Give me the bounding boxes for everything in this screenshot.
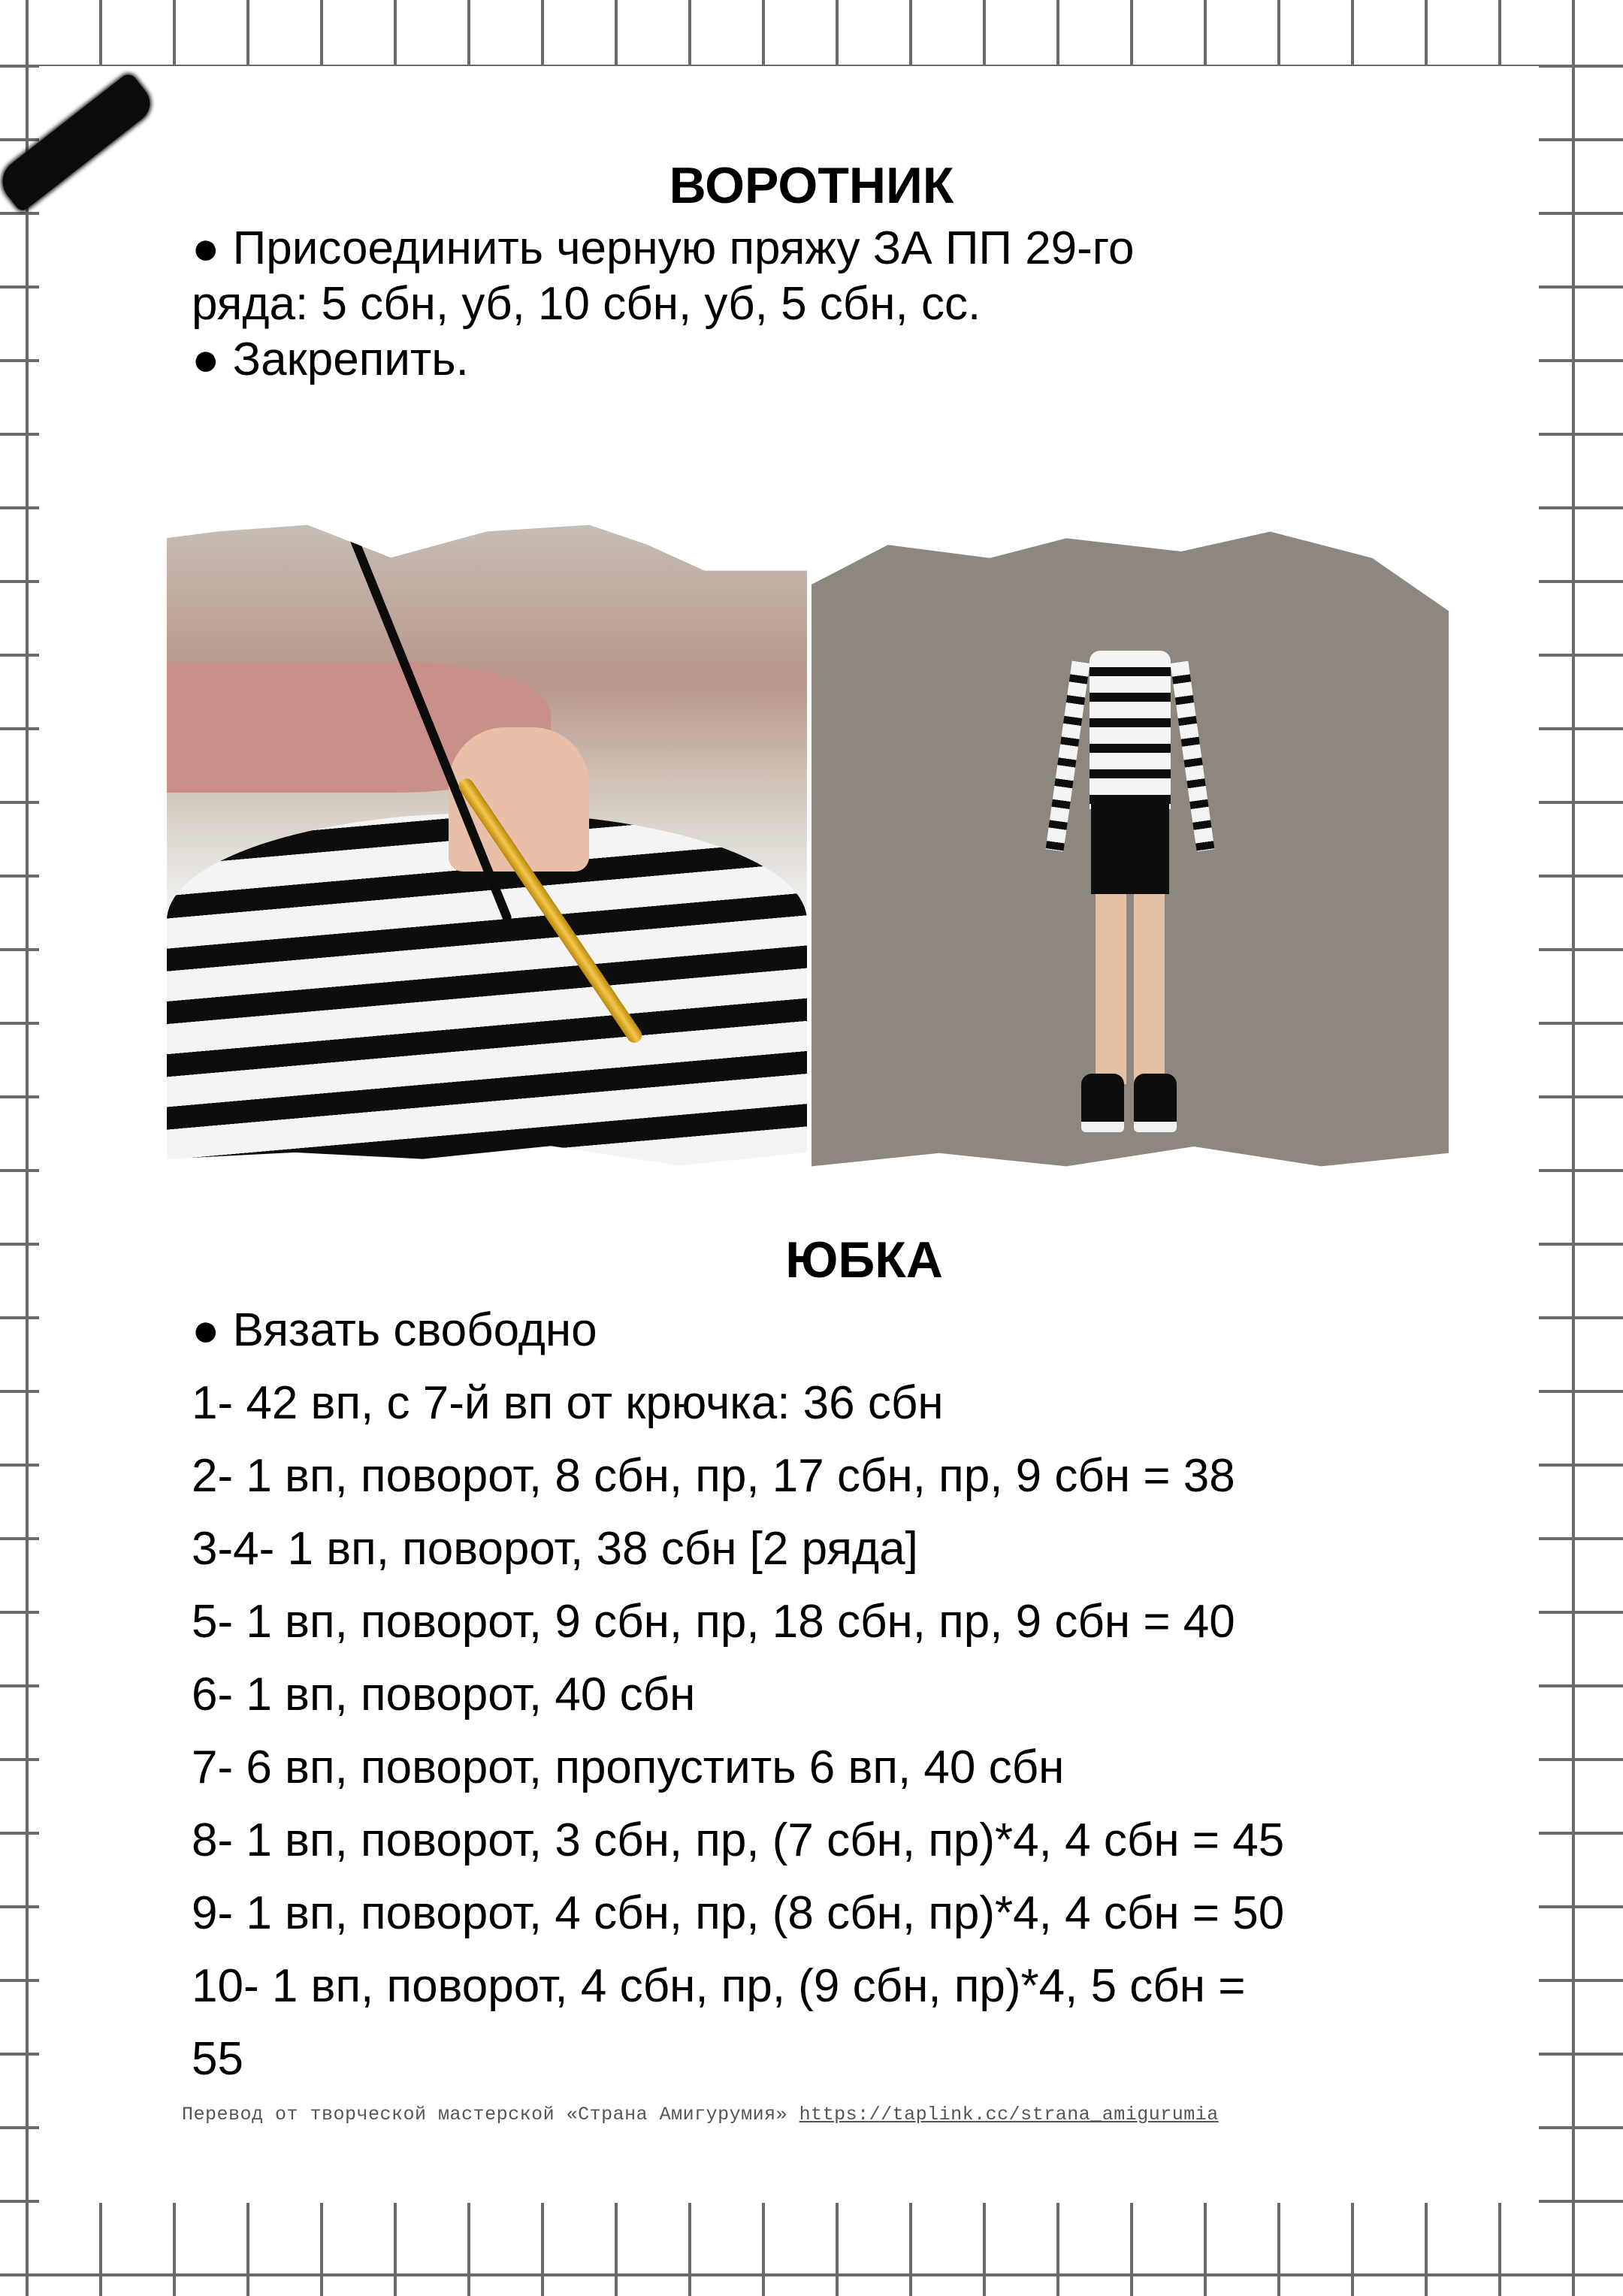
collar-line: ряда: 5 сбн, уб, 10 сбн, уб, 5 сбн, сс. [192, 278, 981, 330]
skirt-row: 8- 1 вп, поворот, 3 сбн, пр, (7 сбн, пр)*4, 4 сбн = 45 [192, 1814, 1285, 1866]
skirt-row: 55 [192, 2033, 243, 2085]
section-title-collar: ВОРОТНИК [669, 157, 954, 214]
footer-link[interactable]: https://taplink.cc/strana_amigurumia [799, 2104, 1219, 2125]
skirt-row: 5- 1 вп, поворот, 9 сбн, пр, 18 сбн, пр, 9 сбн = 40 [192, 1596, 1235, 1648]
doll-shoe [1134, 1074, 1177, 1131]
skirt-instructions [192, 1294, 1284, 2095]
doll-figure [1079, 598, 1181, 1127]
skirt-row: 2- 1 вп, поворот, 8 сбн, пр, 17 сбн, пр, 9 сбн = 38 [192, 1450, 1235, 1502]
skirt-row: 1- 42 вп, с 7-й вп от крючка: 36 сбн [192, 1377, 944, 1429]
collar-instructions [192, 221, 1135, 388]
doll-leg [1096, 894, 1126, 1084]
photo-doll-body [812, 518, 1449, 1180]
doll-leg [1134, 894, 1165, 1084]
skirt-row: 3-4- 1 вп, поворот, 38 сбн [2 ряда] [192, 1523, 918, 1575]
footer-text: Перевод от творческой мастерской «Страна Амигурумия» [182, 2104, 799, 2125]
doll-arm [1170, 661, 1214, 852]
collar-line: ● Присоединить черную пряжу ЗА ПП 29-го [192, 222, 1135, 274]
footer-credit [182, 2104, 1219, 2125]
doll-sweater [1090, 651, 1171, 809]
skirt-row: 6- 1 вп, поворот, 40 сбн [192, 1669, 696, 1720]
skirt-row: 9- 1 вп, поворот, 4 сбн, пр, (8 сбн, пр)*4, 4 сбн = 50 [192, 1887, 1285, 1939]
skirt-note: ● Вязать свободно [192, 1304, 597, 1356]
doll-shorts [1091, 799, 1168, 894]
collar-line: ● Закрепить. [192, 334, 469, 385]
skirt-row: 7- 6 вп, поворот, пропустить 6 вп, 40 сбн [192, 1742, 1065, 1793]
doll-shoe [1081, 1074, 1124, 1131]
photo-collar-crochet [167, 518, 807, 1172]
doll-arm [1046, 661, 1090, 852]
skirt-row: 10- 1 вп, поворот, 4 сбн, пр, (9 сбн, пр)*4, 5 сбн = [192, 1960, 1246, 2012]
section-title-skirt: ЮБКА [785, 1231, 943, 1288]
